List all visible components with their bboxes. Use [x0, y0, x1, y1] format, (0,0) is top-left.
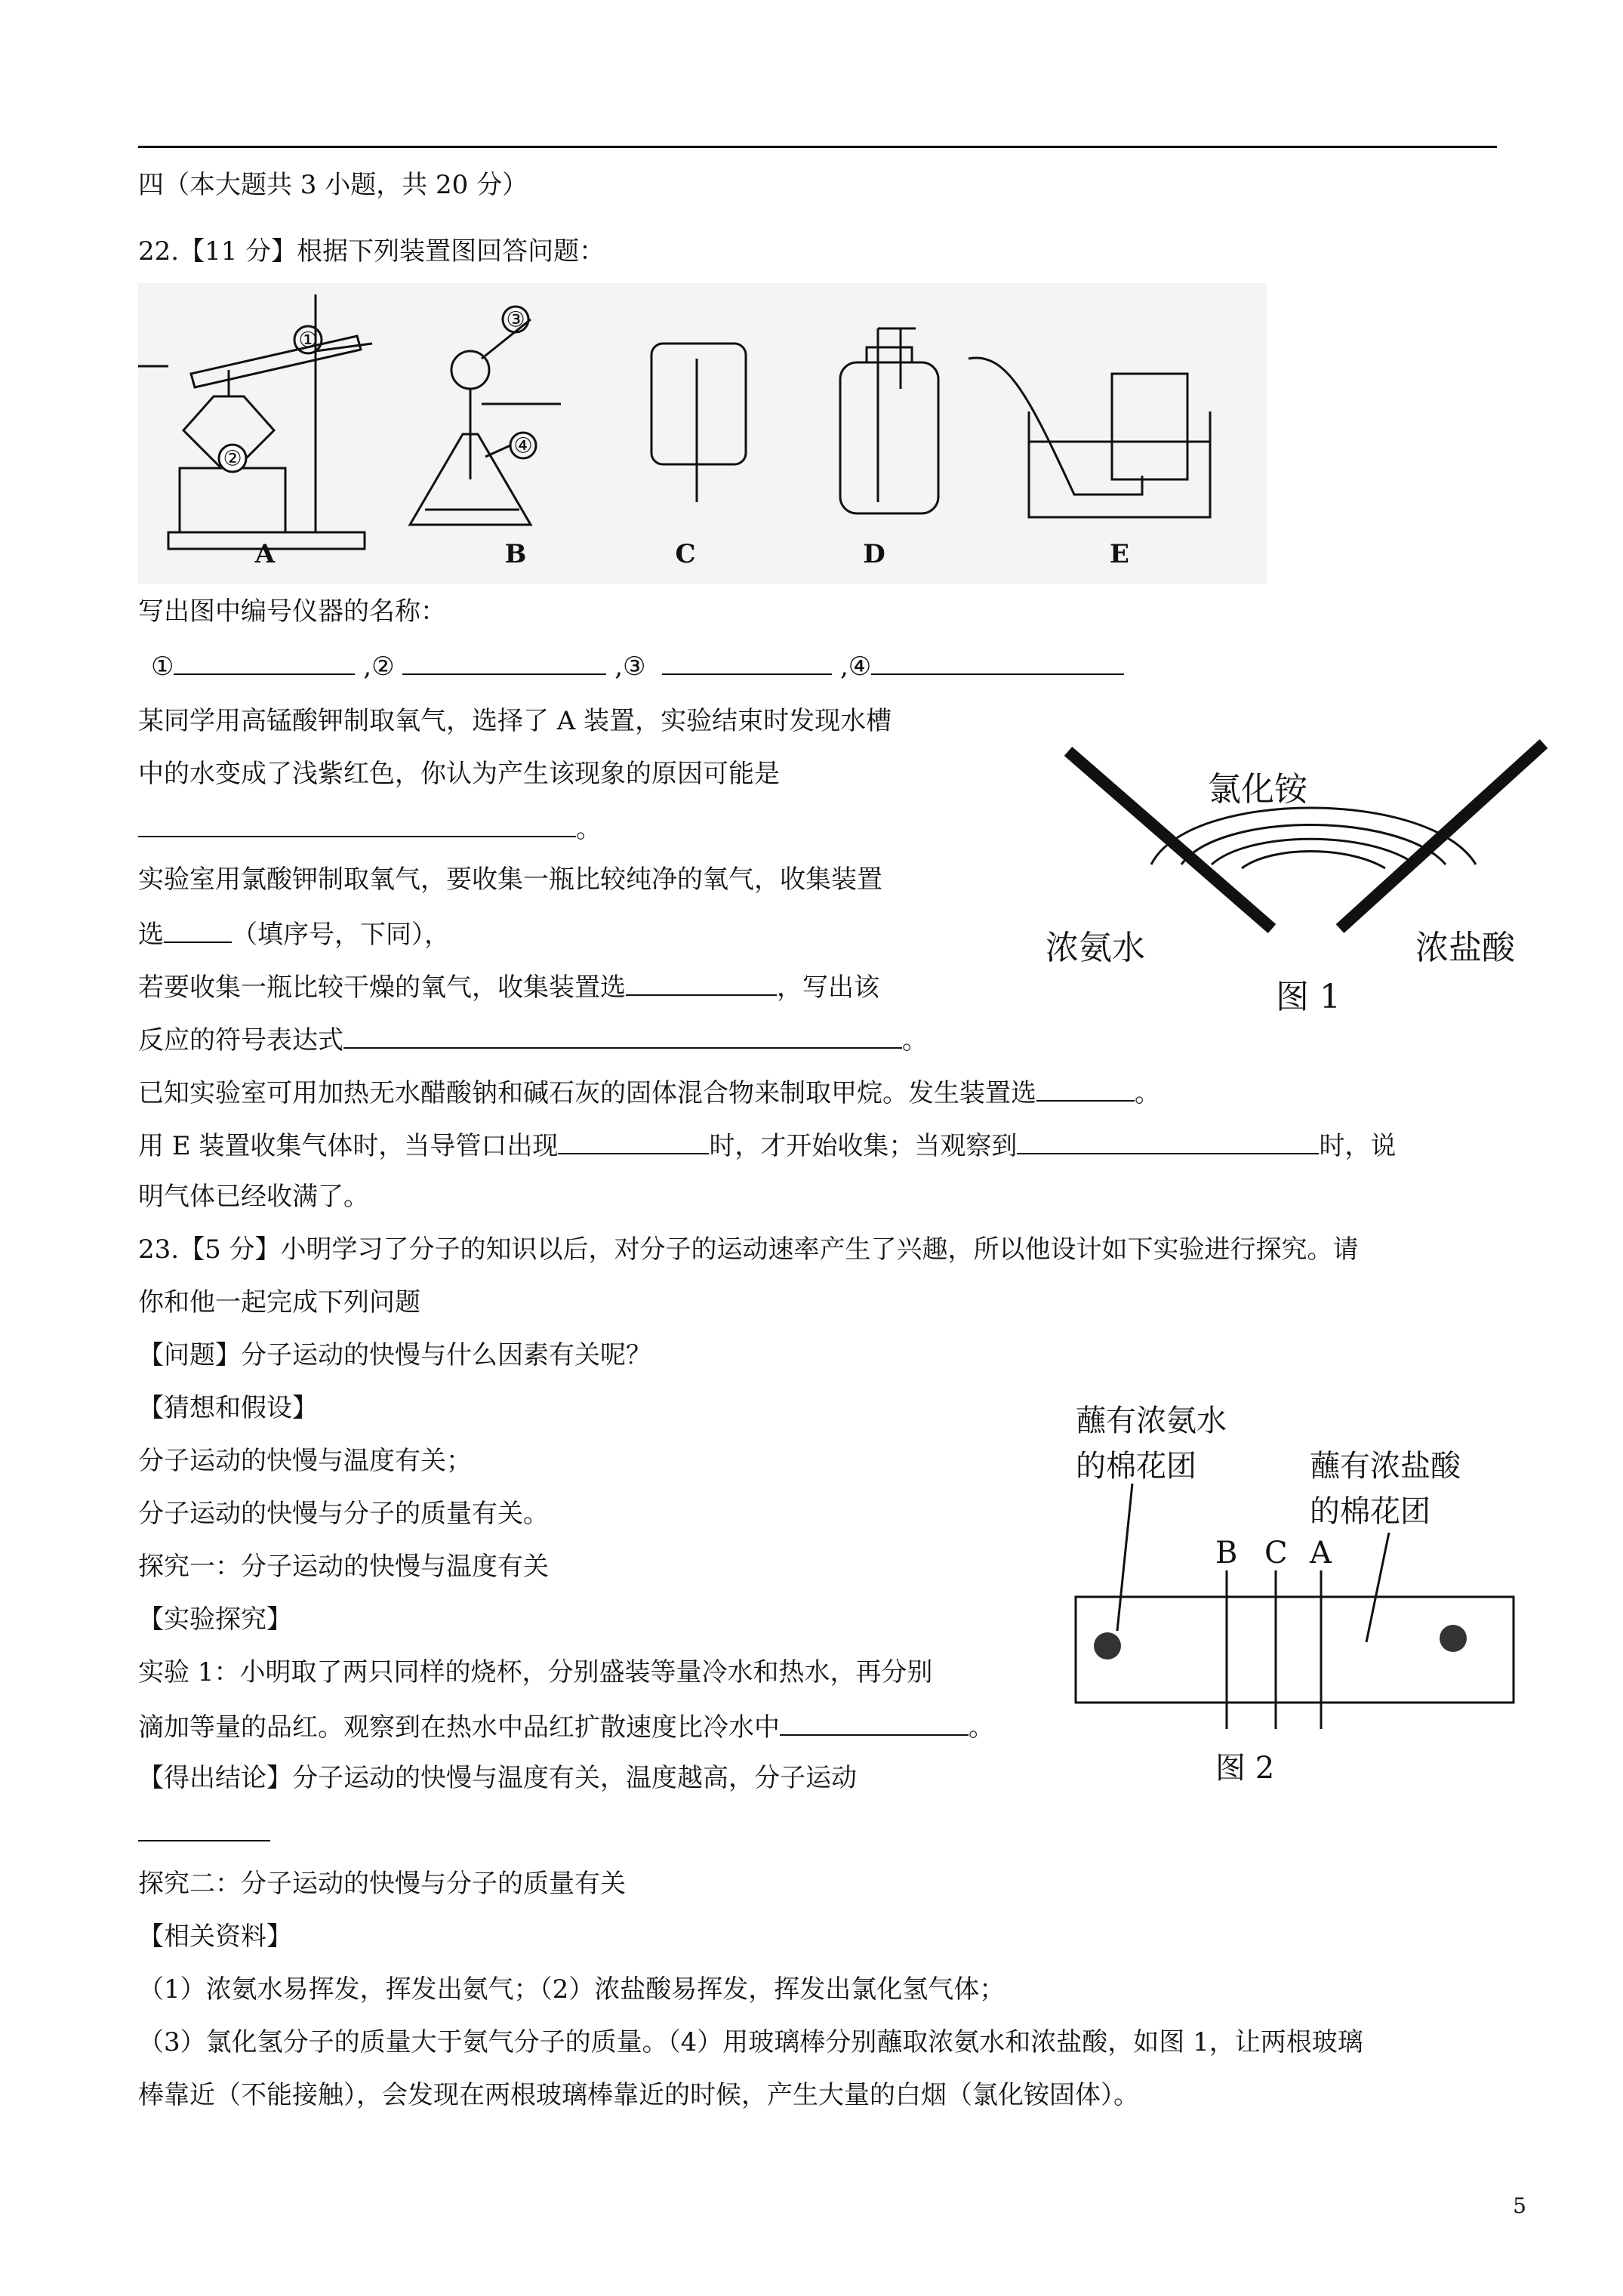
q22-para-1a: 某同学用高锰酸钾制取氧气，选择了 A 装置，实验结束时发现水槽: [138, 706, 892, 736]
blank-full-sign[interactable]: [1017, 1129, 1319, 1154]
fig1-top-label: 氯化铵: [1208, 770, 1307, 809]
blank-instrument-3[interactable]: [662, 649, 832, 675]
blank-bubbles[interactable]: [558, 1129, 709, 1154]
fig2-point-b: B: [1215, 1536, 1238, 1570]
fig2-left-label-1: 蘸有浓氨水: [1076, 1404, 1227, 1438]
q23-conclusion: 【得出结论】分子运动的快慢与温度有关，温度越高，分子运动: [138, 1763, 857, 1793]
q22-para-1c: 。: [138, 812, 602, 844]
blank-reason[interactable]: [138, 812, 576, 837]
blank-equation[interactable]: [343, 1023, 902, 1049]
instrument-number-2: ②: [223, 445, 242, 471]
q23-material-title: 【相关资料】: [138, 1922, 292, 1952]
q23-experiment-1b: 滴加等量的品红。观察到在热水中品红扩散速度比冷水中 。: [138, 1710, 994, 1743]
q23-title-a: 23.【5 分】小明学习了分子的知识以后，对分子的运动速率产生了兴趣，所以他设计如下实验进行探究。请: [138, 1234, 1359, 1265]
q23-question: 【问题】分子运动的快慢与什么因素有关呢？: [138, 1340, 651, 1370]
q22-para-5: 已知实验室可用加热无水醋酸钠和碱石灰的固体混合物来制取甲烷。发生装置选 。: [138, 1076, 1160, 1108]
fig1-right-label: 浓盐酸: [1415, 929, 1515, 967]
q23-experiment-1a: 实验 1：小明取了两只同样的烧杯，分别盛装等量冷水和热水，再分别: [138, 1657, 933, 1687]
q22-para-7: 明气体已经收满了。: [138, 1182, 369, 1212]
blank-label-4: ,④: [839, 652, 872, 682]
blank-label-3: ,③: [614, 652, 646, 682]
q23-material-1: （1）浓氨水易挥发，挥发出氨气；（2）浓盐酸易挥发，挥发出氯化氢气体；: [138, 1974, 1006, 2005]
q23-hypothesis-title: 【猜想和假设】: [138, 1393, 318, 1423]
blank-conclusion[interactable]: [138, 1816, 270, 1841]
q22-para-3: 若要收集一瓶比较干燥的氧气，收集装置选 ，写出该: [138, 970, 879, 1003]
apparatus-label-a: A: [254, 539, 276, 569]
fig1-caption: 图 1: [1276, 978, 1341, 1016]
fig2-right-label-2: 的棉花团: [1310, 1494, 1431, 1529]
q23-explore-1: 探究一：分子运动的快慢与温度有关: [138, 1552, 549, 1582]
apparatus-label-b: B: [504, 539, 527, 569]
q23-experiment-title: 【实验探究】: [138, 1604, 292, 1635]
name-prompt: 写出图中编号仪器的名称：: [138, 596, 446, 627]
q23-material-2: （3）氯化氢分子的质量大于氨气分子的质量。（4）用玻璃棒分别蘸取浓氨水和浓盐酸，如图 1，让两根玻璃: [138, 2027, 1363, 2057]
q23-conclusion-blank-line: [138, 1816, 270, 1848]
blank-label-2: ,②: [363, 652, 395, 682]
fig2-caption: 图 2: [1215, 1751, 1275, 1786]
fig2-point-a: A: [1310, 1536, 1332, 1570]
q22-para-1b: 中的水变成了浅紫红色，你认为产生该现象的原因可能是: [138, 759, 780, 789]
apparatus-label-c: C: [675, 539, 696, 569]
q23-hypothesis-1: 分子运动的快慢与温度有关；: [138, 1446, 472, 1476]
q23-hypothesis-2: 分子运动的快慢与分子的质量有关。: [138, 1499, 549, 1529]
q22-para-4: 反应的符号表达式 。: [138, 1023, 928, 1056]
blank-collect-dry[interactable]: [626, 970, 777, 996]
instrument-number-3: ③: [506, 307, 525, 332]
q22-para-6: 用 E 装置收集气体时，当导管口出现 时，才开始收集；当观察到 时，说: [138, 1129, 1396, 1161]
blank-instrument-4[interactable]: [871, 649, 1124, 675]
instrument-name-blanks: [151, 649, 1124, 682]
fig2-point-c: C: [1264, 1536, 1288, 1570]
fig2-right-label-1: 蘸有浓盐酸: [1310, 1449, 1461, 1484]
q23-material-3: 棒靠近（不能接触），会发现在两根玻璃棒靠近的时候，产生大量的白烟（氯化铵固体）。: [138, 2080, 1139, 2110]
blank-diffusion[interactable]: [780, 1710, 969, 1736]
q22-para-2a: 实验室用氯酸钾制取氧气，要收集一瓶比较纯净的氧气，收集装置: [138, 864, 882, 895]
blank-instrument-1[interactable]: [174, 649, 355, 675]
section-title: 四（本大题共 3 小题，共 20 分）: [138, 170, 528, 200]
instrument-number-1: ①: [298, 327, 318, 353]
header-rule: [138, 146, 1497, 148]
apparatus-figure: [138, 283, 1267, 584]
instrument-number-4: ④: [513, 433, 533, 458]
q22-para-2b: 选 （填序号，下同），: [138, 917, 450, 950]
page-number: 5: [1513, 2193, 1526, 2218]
q23-title-b: 你和他一起完成下列问题: [138, 1287, 420, 1318]
apparatus-label-e: E: [1110, 539, 1129, 569]
blank-label-1: ①: [151, 652, 174, 682]
q22-title: 22.【11 分】根据下列装置图回答问题：: [138, 236, 605, 267]
blank-instrument-2[interactable]: [402, 649, 606, 675]
blank-methane-apparatus[interactable]: [1036, 1076, 1135, 1102]
blank-collect-pure[interactable]: [164, 917, 232, 943]
fig2-left-label-2: 的棉花团: [1076, 1449, 1196, 1484]
fig1-left-label: 浓氨水: [1046, 929, 1145, 967]
figure-2: [1061, 1393, 1536, 1801]
figure-1: [1038, 736, 1581, 1023]
apparatus-label-d: D: [863, 539, 885, 569]
q23-explore-2: 探究二：分子运动的快慢与分子的质量有关: [138, 1869, 626, 1899]
